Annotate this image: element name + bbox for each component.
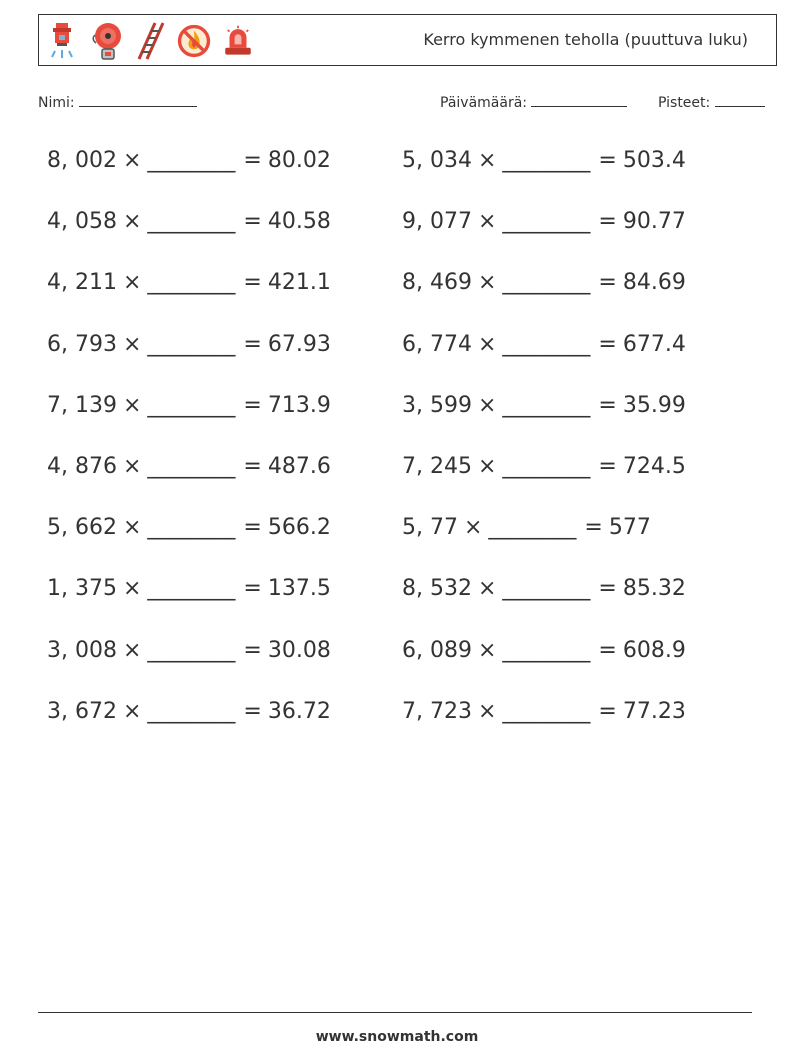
- date-label: Päivämäärä:: [440, 95, 527, 111]
- factor: 9, 077: [402, 209, 472, 235]
- factor: 3, 008: [47, 637, 117, 663]
- answer-blank[interactable]: ________: [502, 209, 591, 235]
- product-value: 40.58: [267, 209, 331, 235]
- product-value: 77.23: [622, 698, 686, 724]
- no-fire-icon: [177, 19, 211, 63]
- factor: 3, 672: [47, 698, 117, 724]
- answer-blank[interactable]: ________: [502, 392, 591, 418]
- times-symbol: ×: [477, 637, 497, 663]
- answer-blank[interactable]: ________: [147, 270, 236, 296]
- equals-sign: =: [243, 270, 262, 296]
- answer-blank[interactable]: ________: [488, 515, 577, 541]
- factor: 3, 599: [402, 392, 472, 418]
- fire-sprinkler-icon: [45, 19, 79, 63]
- worksheet-title: Kerro kymmenen teholla (puuttuva luku): [423, 30, 748, 49]
- product-value: 30.08: [267, 637, 331, 663]
- problem-left-5: [47, 392, 331, 418]
- equals-sign: =: [243, 637, 262, 663]
- times-symbol: ×: [122, 576, 142, 602]
- equals-sign: =: [598, 148, 617, 173]
- factor: 7, 723: [402, 698, 472, 724]
- factor: 4, 876: [47, 454, 117, 479]
- answer-blank[interactable]: ________: [147, 698, 236, 724]
- product-value: 608.9: [622, 637, 686, 663]
- answer-blank[interactable]: ________: [147, 331, 236, 357]
- times-symbol: ×: [122, 331, 142, 357]
- product-value: 677.4: [622, 331, 686, 357]
- name-blank[interactable]: [79, 94, 197, 107]
- product-value: 80.02: [267, 148, 331, 173]
- factor: 5, 77: [402, 515, 458, 541]
- problem-right-1: [402, 150, 686, 172]
- product-value: 90.77: [622, 209, 686, 235]
- problem-left-7: [47, 517, 331, 539]
- factor: 8, 002: [47, 148, 117, 173]
- ladder-icon: [133, 19, 167, 63]
- problem-left-1: [47, 150, 331, 172]
- times-symbol: ×: [122, 148, 142, 173]
- product-value: 137.5: [267, 576, 331, 602]
- fire-alarm-bell-icon: [89, 19, 123, 63]
- score-label: Pisteet:: [658, 95, 711, 111]
- answer-blank[interactable]: ________: [502, 637, 591, 663]
- problem-left-6: [47, 456, 331, 478]
- problem-right-10: [402, 698, 686, 724]
- factor: 7, 139: [47, 392, 117, 418]
- problem-right-7: [402, 517, 651, 539]
- answer-blank[interactable]: ________: [147, 148, 236, 173]
- score-field: [658, 94, 765, 111]
- answer-blank[interactable]: ________: [502, 148, 591, 173]
- problem-left-4: [47, 331, 331, 357]
- problem-left-3: [47, 272, 331, 294]
- problem-left-8: [47, 578, 331, 600]
- factor: 8, 469: [402, 270, 472, 296]
- problem-right-4: [402, 331, 686, 357]
- product-value: 36.72: [267, 698, 331, 724]
- product-value: 566.2: [267, 515, 331, 541]
- times-symbol: ×: [122, 515, 142, 541]
- problem-right-9: [402, 637, 686, 663]
- problem-right-3: [402, 272, 686, 294]
- product-value: 487.6: [267, 454, 331, 479]
- answer-blank[interactable]: ________: [147, 515, 236, 541]
- footer-url: www.snowmath.com: [315, 1029, 479, 1045]
- answer-blank[interactable]: ________: [502, 454, 591, 479]
- name-label: Nimi:: [38, 95, 75, 111]
- equals-sign: =: [598, 637, 617, 663]
- factor: 4, 058: [47, 209, 117, 235]
- product-value: 713.9: [267, 392, 331, 418]
- equals-sign: =: [243, 331, 262, 357]
- times-symbol: ×: [477, 270, 497, 296]
- date-blank[interactable]: [531, 94, 627, 107]
- header-icons: [45, 19, 265, 63]
- factor: 5, 662: [47, 515, 117, 541]
- product-value: 421.1: [267, 270, 331, 296]
- equals-sign: =: [598, 209, 617, 235]
- equals-sign: =: [598, 454, 617, 479]
- problem-right-6: [402, 456, 686, 478]
- siren-icon: [221, 19, 255, 63]
- equals-sign: =: [598, 698, 617, 724]
- equals-sign: =: [598, 270, 617, 296]
- name-field: [38, 94, 197, 111]
- equals-sign: =: [243, 209, 262, 235]
- times-symbol: ×: [122, 454, 142, 479]
- answer-blank[interactable]: ________: [502, 331, 591, 357]
- problem-left-9: [47, 637, 331, 663]
- factor: 6, 793: [47, 331, 117, 357]
- equals-sign: =: [243, 576, 262, 602]
- equals-sign: =: [598, 576, 617, 602]
- factor: 5, 034: [402, 148, 472, 173]
- problem-left-2: [47, 211, 331, 233]
- problem-right-5: [402, 392, 686, 418]
- times-symbol: ×: [122, 209, 142, 235]
- score-blank[interactable]: [715, 94, 765, 107]
- product-value: 577: [608, 515, 651, 541]
- times-symbol: ×: [122, 270, 142, 296]
- times-symbol: ×: [477, 209, 497, 235]
- times-symbol: ×: [477, 698, 497, 724]
- times-symbol: ×: [122, 698, 142, 724]
- factor: 7, 245: [402, 454, 472, 479]
- times-symbol: ×: [463, 515, 483, 541]
- equals-sign: =: [243, 698, 262, 724]
- header-box: [38, 14, 777, 66]
- times-symbol: ×: [477, 331, 497, 357]
- factor: 8, 532: [402, 576, 472, 602]
- factor: 1, 375: [47, 576, 117, 602]
- answer-blank[interactable]: ________: [147, 209, 236, 235]
- date-field: [440, 94, 627, 111]
- answer-blank[interactable]: ________: [147, 637, 236, 663]
- equals-sign: =: [243, 454, 262, 479]
- product-value: 35.99: [622, 392, 686, 418]
- equals-sign: =: [243, 515, 262, 541]
- times-symbol: ×: [477, 392, 497, 418]
- answer-blank[interactable]: ________: [147, 392, 236, 418]
- times-symbol: ×: [477, 148, 497, 173]
- answer-blank[interactable]: ________: [502, 698, 591, 724]
- footer-divider: [38, 1012, 752, 1013]
- times-symbol: ×: [122, 637, 142, 663]
- product-value: 67.93: [267, 331, 331, 357]
- product-value: 85.32: [622, 576, 686, 602]
- equals-sign: =: [243, 392, 262, 418]
- answer-blank[interactable]: ________: [147, 576, 236, 602]
- factor: 6, 774: [402, 331, 472, 357]
- product-value: 503.4: [622, 148, 686, 173]
- factor: 6, 089: [402, 637, 472, 663]
- equals-sign: =: [598, 331, 617, 357]
- problem-right-8: [402, 578, 686, 600]
- problem-left-10: [47, 698, 331, 724]
- equals-sign: =: [243, 148, 262, 173]
- problem-right-2: [402, 211, 686, 233]
- answer-blank[interactable]: ________: [502, 576, 591, 602]
- answer-blank[interactable]: ________: [502, 270, 591, 296]
- times-symbol: ×: [122, 392, 142, 418]
- factor: 4, 211: [47, 270, 117, 296]
- product-value: 724.5: [622, 454, 686, 479]
- product-value: 84.69: [622, 270, 686, 296]
- equals-sign: =: [584, 515, 603, 541]
- times-symbol: ×: [477, 454, 497, 479]
- equals-sign: =: [598, 392, 617, 418]
- times-symbol: ×: [477, 576, 497, 602]
- answer-blank[interactable]: ________: [147, 454, 236, 479]
